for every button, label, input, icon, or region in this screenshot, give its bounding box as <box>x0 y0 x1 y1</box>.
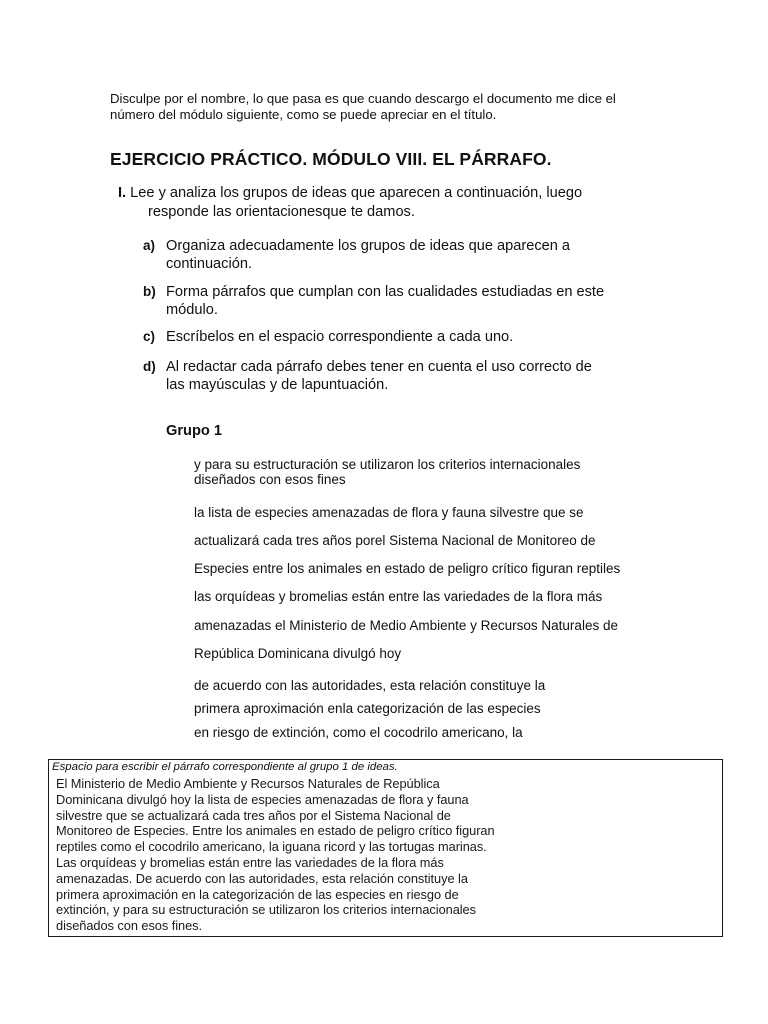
list-item <box>143 358 663 394</box>
list-item <box>143 237 663 273</box>
instruction <box>118 184 638 222</box>
answer-line: primera aproximación en la categorización de las especies en riesgo de <box>56 886 459 902</box>
answer-line: reptiles como el cocodrilo americano, la iguana ricord y las tortugas marinas. <box>56 839 487 855</box>
idea-line: de acuerdo con las autoridades, esta relación constituye la <box>194 678 546 693</box>
answer-box[interactable] <box>48 759 723 937</box>
list-item <box>143 328 663 346</box>
answer-paragraph <box>56 776 526 936</box>
item-line-1: Organiza adecuadamente los grupos de ideas que aparecen a <box>166 238 571 254</box>
intro-line-2: número del módulo siguiente, como se puede apreciar en el título. <box>110 107 497 122</box>
list-item <box>143 283 663 319</box>
answer-line: Las orquídeas y bromelias están entre las variedades de la flora más <box>56 854 444 870</box>
item-line-2: continuación. <box>166 256 253 272</box>
instruction-line-2: responde las orientacionesque te damos. <box>148 204 415 220</box>
answer-line: El Ministerio de Medio Ambiente y Recursos Naturales de República <box>56 776 440 791</box>
item-letter: c) <box>143 329 156 344</box>
idea-line: la lista de especies amenazadas de flora y fauna silvestre que se <box>194 505 584 520</box>
intro-line-1: Disculpe por el nombre, lo que pasa es que cuando descargo el documento me dice el <box>110 91 616 106</box>
idea-line: diseñados con esos fines <box>194 472 346 487</box>
answer-line: diseñados con esos fines. <box>56 918 203 934</box>
idea-line: primera aproximación enla categorización de las especies <box>194 701 541 716</box>
idea-line: y para su estructuración se utilizaron los criterios internacionales <box>194 457 581 472</box>
intro-note <box>110 91 710 123</box>
answer-box-label: Espacio para escribir el párrafo correspondiente al grupo 1 de ideas. <box>52 761 398 773</box>
item-letter: a) <box>143 238 156 253</box>
idea-line: las orquídeas y bromelias están entre las variedades de la flora más <box>194 589 603 604</box>
idea-line: en riesgo de extinción, como el cocodrilo americano, la <box>194 725 523 740</box>
item-letter: d) <box>143 359 156 374</box>
instruction-line-1: Lee y analiza los grupos de ideas que aparecen a continuación, luego <box>126 185 583 201</box>
idea-line: amenazadas el Ministerio de Medio Ambiente y Recursos Naturales de <box>194 618 618 633</box>
item-letter: b) <box>143 284 156 299</box>
instruction-number: I. <box>118 185 127 201</box>
item-line-1: Al redactar cada párrafo debes tener en cuenta el uso correcto de <box>166 359 592 375</box>
answer-line: extinción, y para su estructuración se utilizaron los criterios internacionales <box>56 902 476 918</box>
item-line-1: Escríbelos en el espacio correspondiente a cada uno. <box>166 329 514 345</box>
group-title: Grupo 1 <box>166 423 222 439</box>
document-title: EJERCICIO PRÁCTICO. MÓDULO VIII. EL PÁRRAFO. <box>110 149 552 169</box>
answer-line: amenazadas. De acuerdo con las autoridades, esta relación constituye la <box>56 870 468 886</box>
idea-line: República Dominicana divulgó hoy <box>194 646 402 661</box>
answer-line: Monitoreo de Especies. Entre los animales en estado de peligro crítico figuran <box>56 823 495 839</box>
item-line-2: las mayúsculas y de lapuntuación. <box>166 377 389 393</box>
idea-line: actualizará cada tres años porel Sistema Nacional de Monitoreo de <box>194 533 596 548</box>
answer-line: silvestre que se actualizará cada tres años por el Sistema Nacional de <box>56 807 451 823</box>
item-line-1: Forma párrafos que cumplan con las cualidades estudiadas en este <box>166 284 605 300</box>
answer-line: Dominicana divulgó hoy la lista de especies amenazadas de flora y fauna <box>56 791 469 807</box>
item-line-2: módulo. <box>166 302 218 318</box>
idea-line: Especies entre los animales en estado de peligro crítico figuran reptiles <box>194 561 621 576</box>
